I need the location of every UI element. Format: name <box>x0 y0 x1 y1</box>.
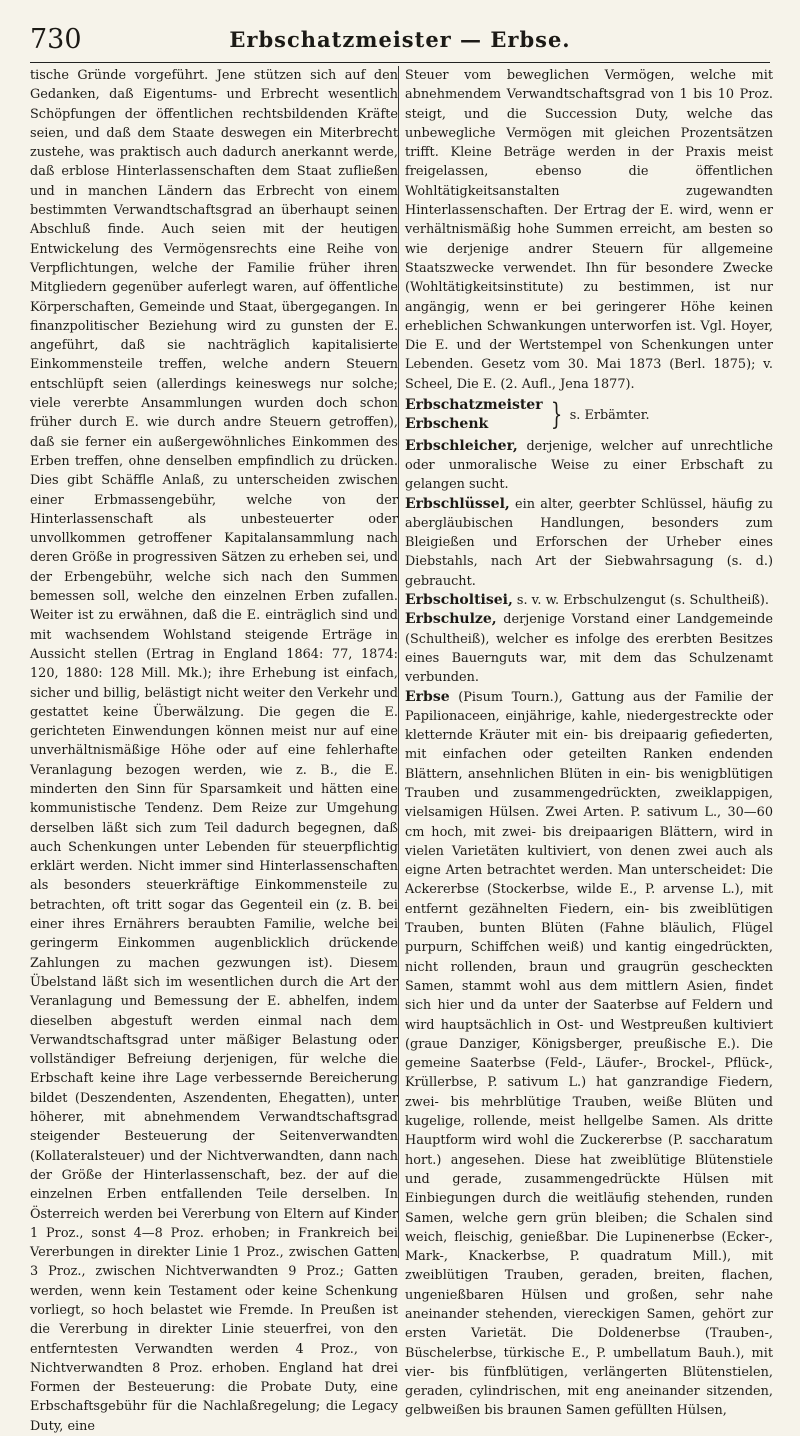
headword-erbschenk: Erbschenk <box>405 416 489 433</box>
article-continuation: tische Gründe vorgeführt. Jene stützen sich auf den Gedanken, daß Eigentums- und Erbrecht wesentlich Schöpfungen der öffentlichen rechtsbildenden Kräfte seien, und daß dem Staate deswegen ein Miterbrecht zustehe, was praktisch auch dadurch anerkannt werde, daß erblose Hinterlassenschaften dem Staat zufließen und in manchen Ländern das Erbrecht von einem bestimmten Verwandtschaftsgrad an überhaupt seinen Abschluß finde. Auch seien mit der heutigen Entwickelung des Vermögensrechts eine Reihe von Verpflichtungen, welche der Familie früher ihren Mitgliedern gegenüber auferlegt waren, auf öffentliche Körperschaften, Gemeinde und Staat, übergegangen. In finanzpolitischer Beziehung wird zu gunsten der E. angeführt, daß sie nachträglich kapitalisierte Einkommensteile treffen, welche andern Steuern entschlüpft seien (allerdings keineswegs nur solche; viele vererbte Ansammlungen wurden doch schon früher durch E. wie durch andre Steuern getroffen), daß sie ferner ein außergewöhnliches Einkommen des Erben treffen, ohne denselben empfindlich zu drücken. Dies gibt Schäffle Anlaß, zu unterscheiden zwischen einer Erbmassengebühr, welche von der Hinterlassenschaft als unbesteuerter oder unvollkommen getroffener Kapitalansammlung nach deren Größe in progressiven Sätzen zu erheben sei, und der Erbengebühr, welche sich nach den Summen bemessen soll, welche den einzelnen Erben zufallen. Weiter ist zu erwähnen, daß die E. einträglich sind und mit wachsendem Wohlstand steigende Erträge in Aussicht stellen (Ertrag in England 1864: 77, 1874: 120, 1880: 128 Mill. Mk.); ihre Erhebung ist einfach, sicher und billig, belästigt nicht weiter den Verkehr und gestattet keine Überwälzung. Die gegen die E. gerichteten Einwendungen können meist nur auf eine unverhältnismäßige Höhe oder auf eine fehlerhafte Veranlagung bezogen werden, wie z. B., die E. minderten den Sinn für Sparsamkeit und hätten eine kommunistische Tendenz. Dem Reize zur Umgehung derselben läßt sich zum Teil dadurch begegnen, daß auch Schenkungen unter Lebenden für steuerpflichtig erklärt werden. Nicht immer sind Hinterlassenschaften als besonders steuerkräftige Einkommensteile zu betrachten, oft tritt sogar das Gegenteil ein (z. B. bei einer ihres Ernährers beraubten Familie, welche bei geringerm Einkommen augenblicklich drückende Zahlungen zu machen gezwungen ist). Diesem Übelstand läßt sich im wesentlichen durch die Art der Veranlagung und Bemessung der E. abhelfen, indem dieselben abgestuft werden einmal nach dem Verwandtschaftsgrad unter mäßiger Belastung oder vollständiger Befreiung derjenigen, für welche die Erbschaft keine ihre Lage verbessernde Bereicherung bildet (Deszendenten, Aszendenten, Ehegatten), unter höherer, mit abnehmendem Verwandtschaftsgrad steigender Besteuerung der Seitenverwandten (Kollateralsteuer) und der Nichtverwandten, dann nach der Größe der Hinterlassenschaft, bez. der auf die einzelnen Erben entfallenden Teile derselben. In Österreich werden bei Vererbung von Eltern auf Kinder 1 Proz., sonst 4—8 Proz. erhoben; in Frankreich bei Vererbungen in direkter Linie 1 Proz., zwischen Gatten 3 Proz., zwischen Nichtverwandten 9 Proz.; Gatten werden, wenn kein Testament oder keine Schenkung vorliegt, so hoch belastet wie Fremde. In Preußen ist die Vererbung in direkter Linie steuerfrei, von den entferntesten Verwandten werden 4 Proz., von Nichtverwandten 8 Proz. erhoben. England hat drei Formen der Besteuerung: die Probate Duty, eine Erbschaftsgebühr für die Nachlaßregelung; die Legacy Duty, eine <box>30 68 398 1434</box>
definition: ein alter, geerbter Schlüssel, häufig zu abergläubischen Handlungen, besonders zum Bleigießen und Erforschen der Urheber eines Diebstahls, nach Art der Siebwahrsagung (s. d.) gebraucht. <box>405 496 773 589</box>
definition: derjenige, welcher auf unrechtliche oder unmoralische Weise zu einer Erbschaft zu gelangen sucht. <box>405 438 773 493</box>
column-divider <box>398 66 399 1258</box>
brace-symbol: } <box>550 397 562 433</box>
brace-entry <box>405 396 773 435</box>
cross-reference: s. Erbämter. <box>569 407 650 423</box>
definition: s. v. w. Erbschulzengut (s. Schultheiß). <box>512 593 769 609</box>
headword: Erbscholtisei, <box>405 592 513 609</box>
definition: (Pisum Tourn.), Gattung aus der Familie der Papilionaceen, einjährige, kahle, niedergestreckte oder kletternde Kräuter mit ein- bis dreipaarig gefiederten, mit einfachen oder geteilten Ranken endenden Blättern, ansehnlichen Blüten in ein- bis wenigblütigen Trauben und zusammengedrückten, zweiklappigen, vielsamigen Hülsen. Zwei Arten. P. sativum L., 30—60 cm hoch, mit zwei- bis dreipaarigen Blättern, wird in vielen Varietäten kultiviert, von denen zwei auch als eigne Arten betrachtet werden. Man unterscheidet: Die Ackererbse (Stockerbse, wilde E., P. arvense L.), mit entfernt gezähnelten Fiedern, ein- bis zweiblütigen Trauben, bunten Blüten (Fahne bläulich, Flügel purpurn, Schiffchen weiß) und kantig eingedrückten, nicht rollenden, braun und graugrün gescheckten Samen, stammt wohl aus dem mittlern Asien, findet sich hier und da unter der Saaterbse auf Feldern und wird hauptsächlich in Ost- und Westpreußen kultiviert (graue Danziger, Königsberger, preußische E.). Die gemeine Saaterbse (Feld-, Läufer-, Brockel-, Pflück-, Krüllerbse, P. sativum L.) hat ganzrandige Fiedern, zwei- bis mehrblütige Trauben, weiße Blüten und kugelige, rollende, meist hellgelbe Samen. Als dritte Hauptform wird wohl die Zuckererbse (P. saccharatum hort.) angesehen. Diese hat zweiblütige Blütenstiele und gerade, zusammengedrückte Hülsen mit Einbiegungen durch die weitläufig stehenden, runden Samen, welche gern grün bleiben; die Schalen sind weich, fleischig, genießbar. Die Lupinenerbse (Ecker-, Mark-, Knackerbse, P. quadratum Mill.), mit zweiblütigen Trauben, geraden, breiten, flachen, ungenießbaren Hülsen und großen, sehr nahe aneinander stehenden, viereckigen Samen, gehört zur ersten Varietät. Die Doldenerbse (Trauben-, Büschelerbse, türkische E., P. umbellatum Bauh.), mit vier- bis fünfblütigen, verlängerten Blütenstielen, geraden, cylindrischen, mit eng aneinander sitzenden, gelbweißen bis braunen Samen gefüllten Hülsen, <box>405 689 773 1419</box>
entry-erbse <box>405 688 773 1421</box>
entry-erbscholtisei <box>405 591 773 610</box>
headword-erbschatzmeister: Erbschatzmeister <box>405 397 543 414</box>
page-header <box>30 20 770 63</box>
headword: Erbschulze, <box>405 611 497 628</box>
headword: Erbschleicher, <box>405 437 518 454</box>
article-continuation-end: Steuer vom beweglichen Vermögen, welche mit abnehmendem Verwandtschaftsgrad von 1 bis 10 Proz. steigt, und die Succession Duty, welche das unbewegliche Vermögen mit gleichen Prozentsätzen trifft. Kleine Beträge werden in der Praxis meist freigelassen, ebenso die öffentlichen Wohltätigkeitsanstalten zugewandten Hinterlassenschaften. Der Ertrag der E. wird, wenn er verhältnismäßig hohe Summen erreicht, am besten so wie derjenige andrer Steuern für allgemeine Staatszwecke verwendet. Ihn für besondere Zwecke (Wohltätigkeitsinstitute) zu bestimmen, ist nur angängig, wenn er bei geringerer Höhe keinen erheblichen Schwankungen unterworfen ist. Vgl. Hoyer, Die E. und der Wertstempel von Schenkungen unter Lebenden. Gesetz vom 30. Mai 1873 (Berl. 1875); v. Scheel, Die E. (2. Aufl., Jena 1877). <box>405 68 773 392</box>
left-column <box>30 66 398 1434</box>
running-title: Erbschatzmeister — Erbse. <box>229 27 571 52</box>
entry-erbschulze <box>405 610 773 687</box>
page-number: 730 <box>30 24 82 55</box>
headword: Erbschlüssel, <box>405 495 510 512</box>
entry-erbschleicher <box>405 437 773 495</box>
definition: derjenige Vorstand einer Landgemeinde (Schultheiß), welcher es infolge des ererbten Besitzes eines Bauernguts war, mit dem das Schulzenamt verbunden. <box>405 612 773 686</box>
entry-erbschluessel <box>405 495 773 591</box>
right-column <box>405 66 773 1419</box>
headword: Erbse <box>405 688 450 705</box>
